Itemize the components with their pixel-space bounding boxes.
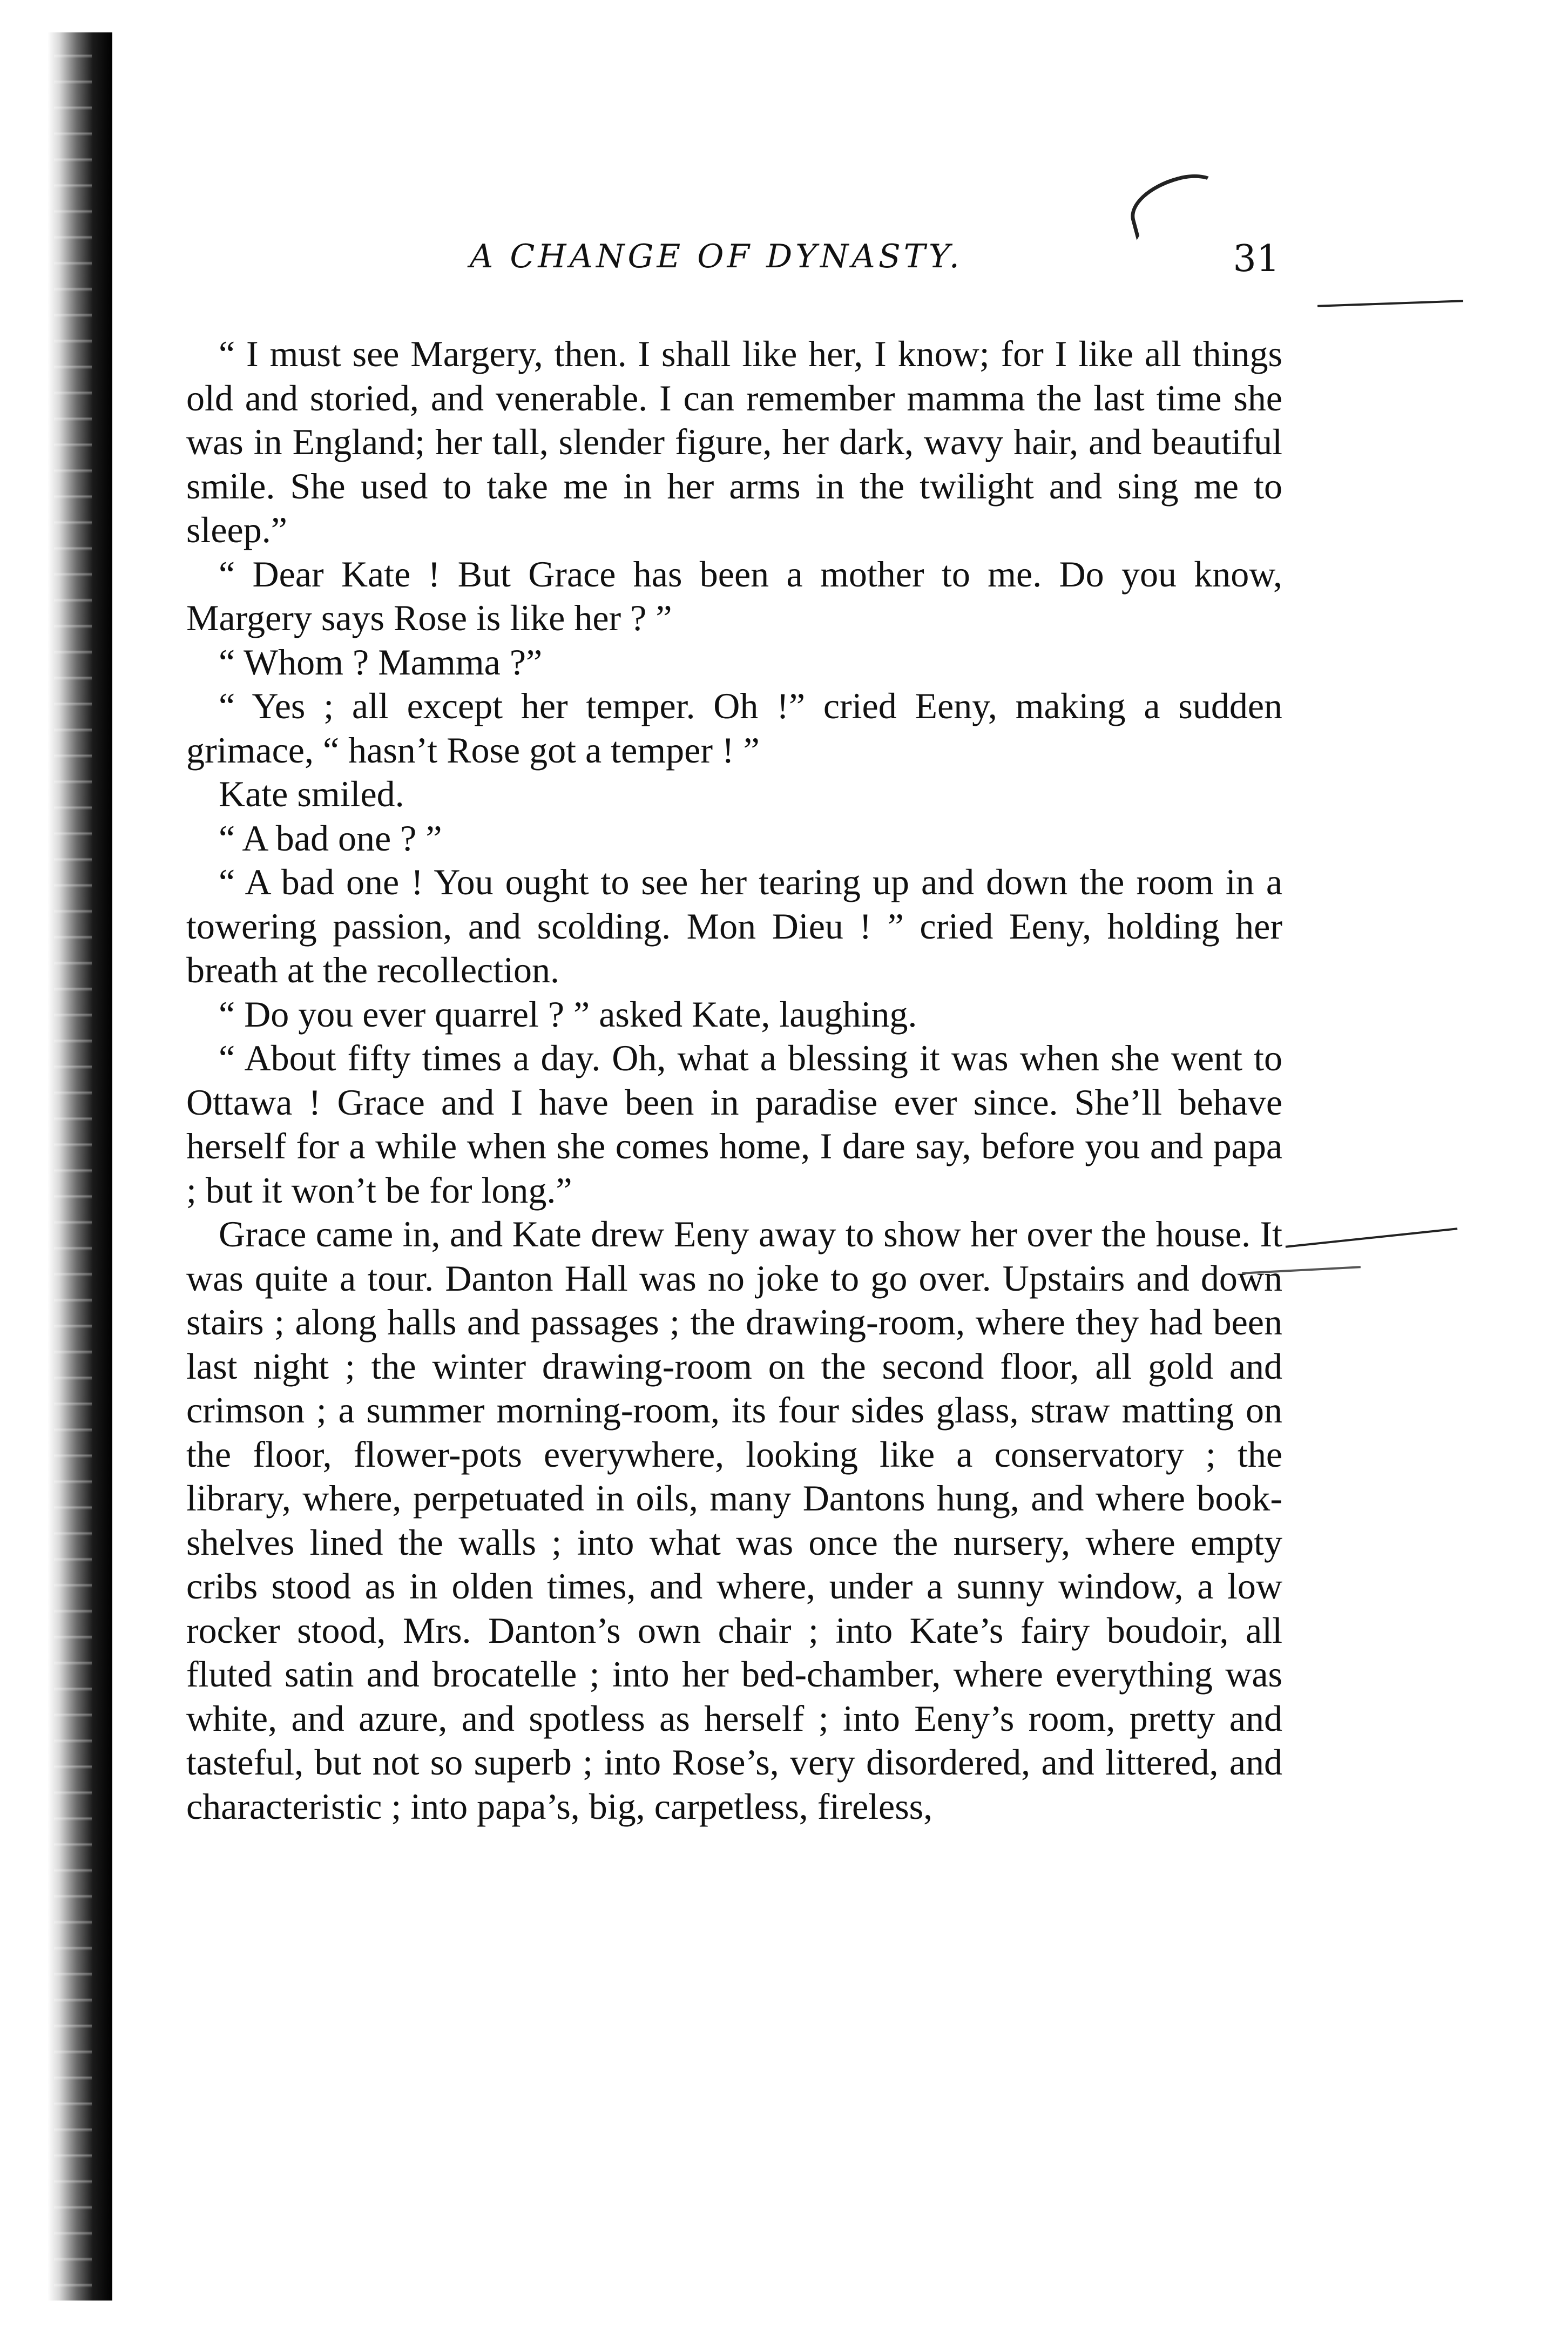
- ink-mark: [1317, 300, 1463, 307]
- paragraph: “ A bad one ! You ought to see her tearing up and down the room in a towering passion, and scolding. Mon Dieu ! ” cried Eeny, holding her breath at the recollection.: [186, 861, 1282, 990]
- ink-mark: [1286, 1227, 1458, 1247]
- paragraph: “ About fifty times a day. Oh, what a blessing it was when she went to Ottawa ! Grace and I have been in paradise ever since. She’ll behave herself for a while when she comes home, I dare say, before you and papa ; but it won’t be for long.”: [186, 1037, 1282, 1211]
- paragraph: “ Dear Kate ! But Grace has been a mother to me. Do you know, Margery says Rose is like her ? ”: [186, 553, 1282, 638]
- running-title: A CHANGE OF DYNASTY.: [470, 238, 963, 275]
- paragraph: “ I must see Margery, then. I shall like her, I know; for I like all things old and storied, and venerable. I can remember mamma the last time she was in England; her tall, slender figure, her dark, wavy hair, and beautiful smile. She used to take me in her arms in the twilight and sing me to sleep.”: [186, 333, 1282, 550]
- paragraph: “ Yes ; all except her temper. Oh !” cried Eeny, making a sudden grimace, “ hasn’t Rose got a temper ! ”: [186, 685, 1282, 771]
- page-binding-texture: [54, 32, 92, 2301]
- paragraph: “ Do you ever quarrel ? ” asked Kate, laughing.: [219, 993, 917, 1035]
- page-number: 31: [1233, 238, 1280, 280]
- paragraph: Kate smiled.: [219, 773, 404, 814]
- paragraph: “ A bad one ? ”: [219, 817, 442, 859]
- body-text: [186, 332, 1282, 1829]
- ink-mark: [1124, 167, 1227, 240]
- paragraph: Grace came in, and Kate drew Eeny away to show her over the house. It was quite a tour. Danton Hall was no joke to go over. Upstairs and down stairs ; along halls and passages ; the drawing-room, where they had been last night ; the winter drawing-room on the second floor, all gold and crimson ; a summer morning-room, its four sides glass, straw matting on the floor, flower-pots everywhere, looking like a conservatory ; the library, where, perpetuated in oils, many Dantons hung, and where book-shelves lined the walls ; into what was once the nursery, where empty cribs stood as in olden times, and where, under a sunny window, a low rocker stood, Mrs. Danton’s own chair ; into Kate’s fairy boudoir, all fluted satin and brocatelle ; into her bed-chamber, where everything was white, and azure, and spotless as herself ; into Eeny’s room, pretty and tasteful, but not so superb ; into Rose’s, very disordered, and littered, and characteristic ; into papa’s, big, carpetless, fireless,: [186, 1213, 1282, 1827]
- paragraph: “ Whom ? Mamma ?”: [219, 641, 543, 683]
- page-header: [200, 238, 1280, 286]
